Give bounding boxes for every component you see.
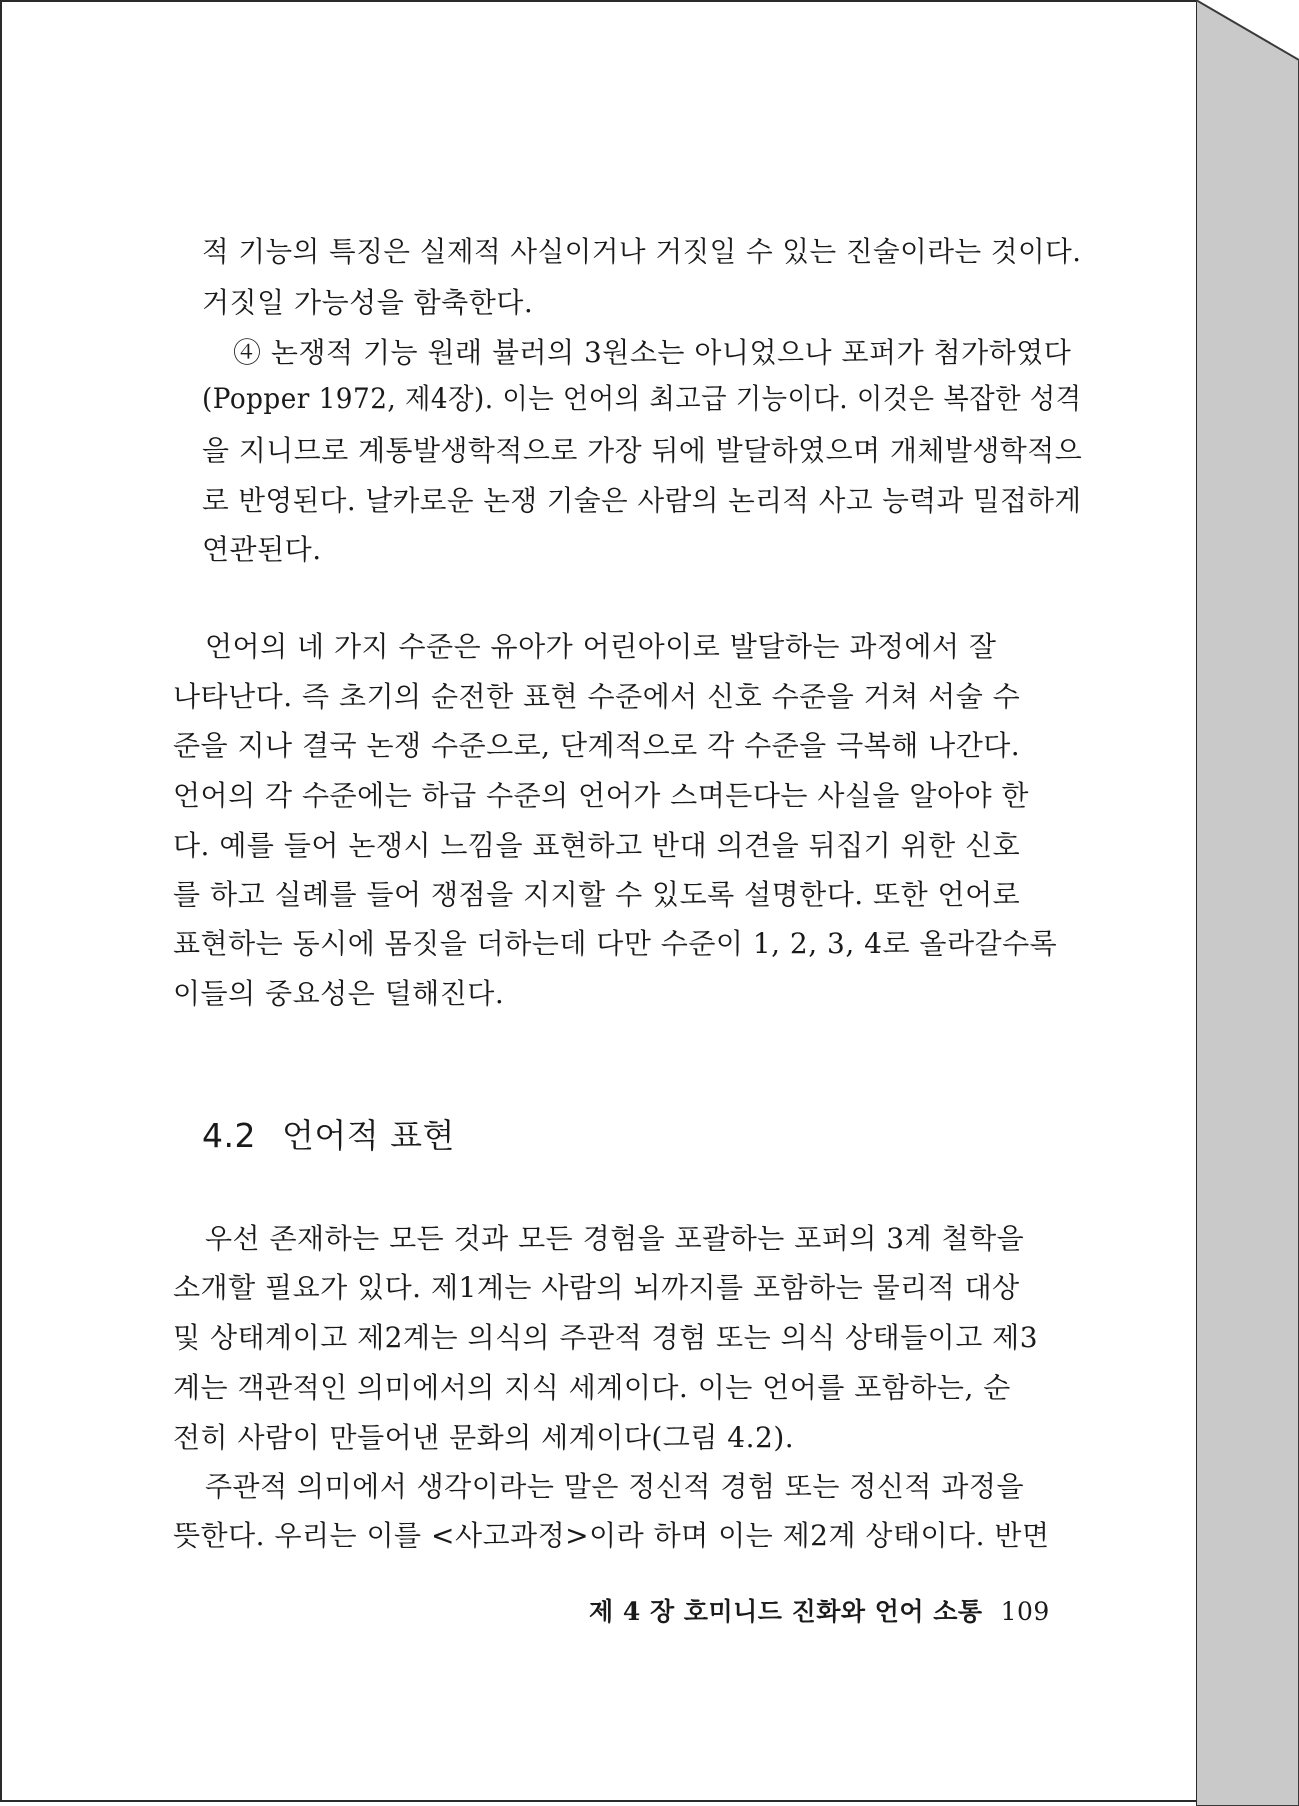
text-line	[173, 675, 1020, 715]
text-line	[202, 528, 322, 568]
chapter-title: 제 4 장 호미니드 진화와 언어 소통	[589, 1597, 983, 1626]
text-line-content: 표현하는 동시에 몸짓을 더하는데 다만 수준이 1, 2, 3, 4로 올라갈수록	[173, 927, 1058, 960]
page-footer	[589, 1592, 1050, 1628]
text-line	[173, 824, 1020, 864]
book-edge-face	[1196, 0, 1299, 1806]
text-line-content: 를 하고 실례를 들어 쟁점을 지지할 수 있도록 설명한다. 또한 언어로	[173, 878, 1021, 911]
section-title: 언어적 표현	[281, 1116, 455, 1155]
text-line-content: 언어의 각 수준에는 하급 수준의 언어가 스며든다는 사실을 알아야 한	[173, 779, 1029, 812]
text-line-content: 및 상태계이고 제2계는 의식의 주관적 경험 또는 의식 상태들이고 제3	[173, 1321, 1039, 1354]
text-line-content: 이들의 중요성은 덜해진다.	[173, 977, 505, 1010]
text-line-content: (Popper 1972, 제4장). 이는 언어의 최고급 기능이다. 이것은 복잡한 성격	[202, 382, 1082, 415]
text-line	[173, 1514, 1050, 1554]
text-line	[202, 230, 1082, 270]
text-line	[173, 972, 504, 1012]
text-line	[202, 479, 1082, 519]
text-line-content: 을 지니므로 계통발생학적으로 가장 뒤에 발달하였으며 개체발생학적으	[202, 434, 1083, 467]
text-line	[205, 1217, 1024, 1257]
text-line-content: 계는 객관적인 의미에서의 지식 세계이다. 이는 언어를 포함하는, 순	[173, 1371, 1011, 1404]
text-line-content: 다. 예를 들어 논쟁시 느낌을 표현하고 반대 의견을 뒤집기 위한 신호	[173, 829, 1021, 862]
text-line	[173, 1316, 1038, 1356]
text-line-content: 로 반영된다. 날카로운 논쟁 기술은 사람의 논리적 사고 능력과 밀접하게	[202, 484, 1082, 517]
text-line	[205, 1465, 1024, 1505]
book-edge	[1196, 0, 1299, 1806]
text-line-content: 거짓일 가능성을 함축한다.	[202, 286, 534, 319]
text-line	[173, 922, 1057, 962]
text-line	[202, 281, 533, 321]
text-line-content: 적 기능의 특징은 실제적 사실이거나 거짓일 수 있는 진술이라는 것이다.	[202, 235, 1082, 268]
text-line	[173, 873, 1020, 913]
text-line-content: 언어의 네 가지 수준은 유아가 어린아이로 발달하는 과정에서 잘	[205, 630, 997, 663]
text-line	[202, 377, 1082, 417]
text-line-content: 나타난다. 즉 초기의 순전한 표현 수준에서 신호 수준을 거쳐 서술 수	[173, 680, 1021, 713]
text-line	[173, 1266, 1020, 1306]
section-heading	[202, 1110, 455, 1157]
text-line	[173, 1416, 794, 1456]
text-line	[173, 724, 1020, 764]
text-line	[233, 331, 1071, 371]
section-number: 4.2	[202, 1116, 256, 1155]
text-line	[173, 774, 1029, 814]
text-line-content: 소개할 필요가 있다. 제1계는 사람의 뇌까지를 포함하는 물리적 대상	[173, 1271, 1020, 1304]
page-number: 109	[1000, 1597, 1050, 1626]
text-line-content: ④ 논쟁적 기능 원래 뷸러의 3원소는 아니었으나 포퍼가 첨가하였다	[233, 336, 1072, 369]
text-line-content: 우선 존재하는 모든 것과 모든 경험을 포괄하는 포퍼의 3계 철학을	[205, 1222, 1025, 1255]
text-line-content: 뜻한다. 우리는 이를 <사고과정>이라 하며 이는 제2계 상태이다. 반면	[173, 1519, 1050, 1552]
text-line-content: 준을 지나 결국 논쟁 수준으로, 단계적으로 각 수준을 극복해 나간다.	[173, 729, 1021, 762]
text-line	[202, 429, 1082, 469]
text-line-content: 연관된다.	[202, 533, 322, 566]
text-line-content: 전히 사람이 만들어낸 문화의 세계이다(그림 4.2).	[173, 1421, 795, 1454]
text-line-content: 주관적 의미에서 생각이라는 말은 정신적 경험 또는 정신적 과정을	[205, 1470, 1025, 1503]
text-line	[173, 1366, 1011, 1406]
text-line	[205, 625, 996, 665]
